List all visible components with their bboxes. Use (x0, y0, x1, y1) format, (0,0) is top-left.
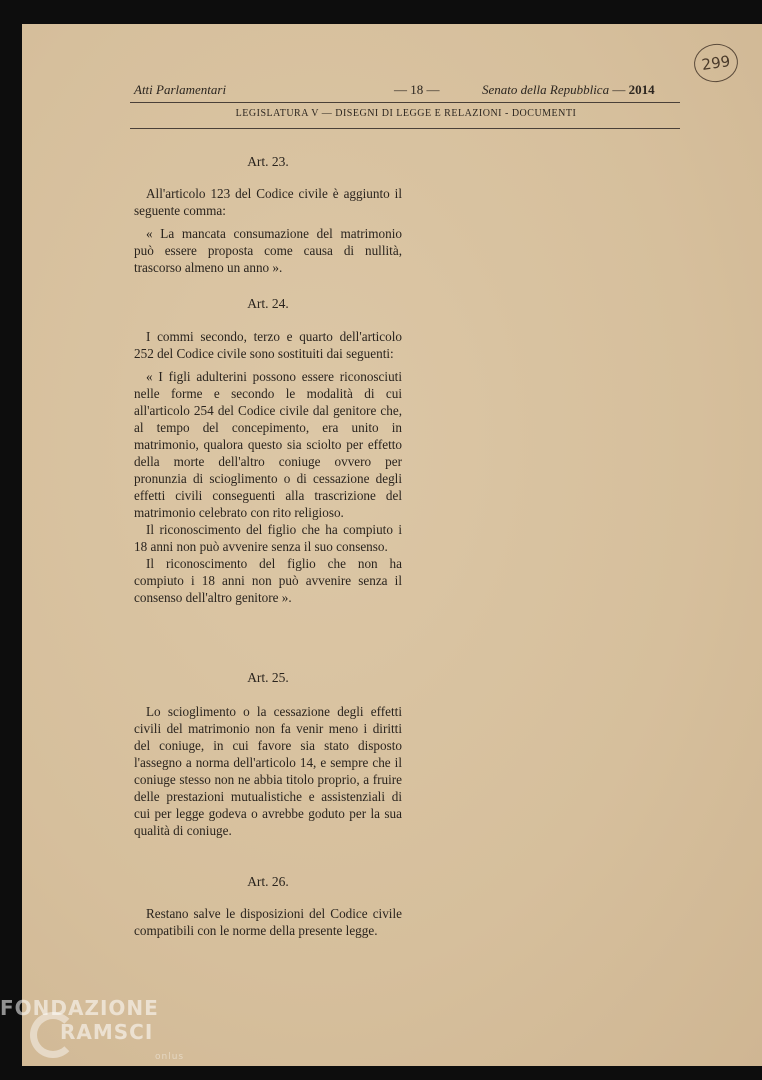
header-page-number: — 18 — (394, 82, 440, 97)
article-body (134, 185, 402, 276)
watermark-line-1: FONDAZIONE (0, 996, 159, 1020)
article-paragraph: Restano salve le disposizioni del Codice civile compatibili con le norme della presente legge. (134, 906, 402, 938)
fondazione-gramsci-watermark (0, 996, 185, 1062)
article-paragraph: Il riconoscimento del figlio che non ha compiuto i 18 anni non può avvenire senza il consenso dell'altro genitore ». (134, 556, 402, 605)
header-separator: — (609, 82, 629, 97)
header-senate: Senato della Repubblica (482, 82, 610, 97)
watermark-line-2: RAMSCI (60, 1020, 154, 1044)
article-body (134, 328, 402, 606)
legislature-subheader: LEGISLATURA V — DISEGNI DI LEGGE E RELAZIONI - DOCUMENTI (235, 108, 577, 119)
subheader-rule (130, 128, 680, 129)
article-paragraph: All'articolo 123 del Codice civile è aggiunto il seguente comma: (134, 186, 402, 218)
article-title: Art. 25. (247, 670, 289, 685)
article-title: Art. 24. (247, 296, 289, 311)
watermark-onlus: onlus (155, 1052, 185, 1062)
document-page (22, 24, 762, 1066)
article-title: Art. 26. (247, 874, 289, 889)
article-body (134, 905, 402, 939)
article-title: Art. 23. (247, 154, 289, 169)
header-rule (130, 102, 680, 103)
article-paragraph: « La mancata consumazione del matrimonio può essere proposta come causa di nullità, trascorso almeno un anno ». (134, 226, 402, 275)
header-left: Atti Parlamentari (134, 82, 227, 97)
article-paragraph: I commi secondo, terzo e quarto dell'articolo 252 del Codice civile sono sostituiti dai seguenti: (134, 329, 402, 361)
page-stamp: 299 (692, 41, 741, 85)
article-body (134, 703, 402, 839)
article-paragraph: « I figli adulterini possono essere riconosciuti nelle forme e secondo le modalità di cui all'articolo 254 del Codice civile dal genitore che, al tempo del concepimento, era unito in matrimonio, qualora questo sia sciolto per effetto della morte dell'altro coniuge ovvero per pronunzia di scioglimento o di cessazione degli effetti civili conseguenti alla trascrizione del matrimonio celebrato con rito religioso. (134, 369, 402, 520)
header-doc-number: 2014 (628, 82, 655, 97)
article-paragraph: Lo scioglimento o la cessazione degli effetti civili del matrimonio non fa venir meno i diritti del coniuge, in cui favore sia stato disposto l'assegno a norma dell'articolo 14, e sempre che il coniuge stesso non ne abbia titolo proprio, a fruire delle prestazioni mutualistiche e assistenziali di cui per legge godeva o avrebbe goduto per la sua qualità di coniuge. (134, 704, 402, 838)
article-paragraph: Il riconoscimento del figlio che ha compiuto i 18 anni non può avvenire senza il suo consenso. (134, 522, 402, 554)
header-right (482, 82, 655, 98)
